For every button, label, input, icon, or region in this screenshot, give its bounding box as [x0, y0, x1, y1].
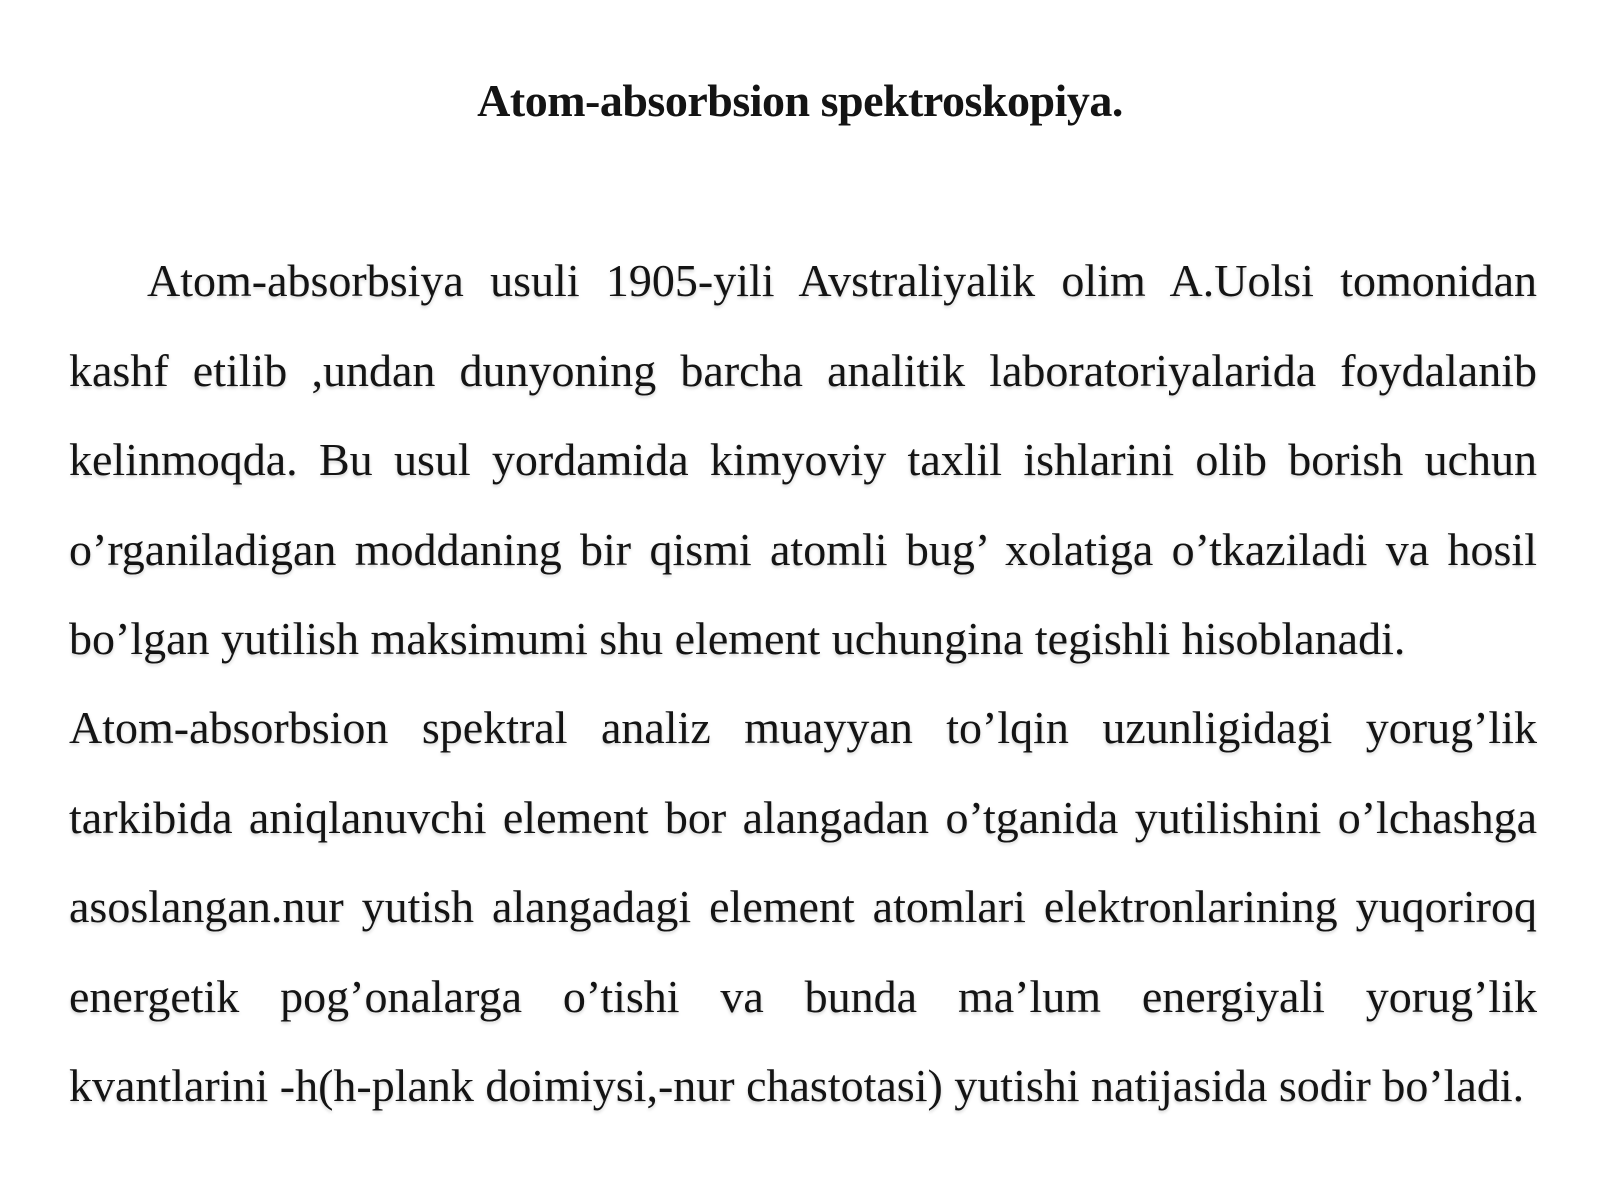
- paragraph-1: Atom-absorbsiya usuli 1905-yili Avstraliyalik olim A.Uolsi tomonidan kashf etilib ,undan dunyoning barcha analitik laboratoriyalarida foydalanib kelinmoqda. Bu usul yordamida kimyoviy taxlil ishlarini olib borish uchun o’rganiladigan moddaning bir qismi atomli bug’ xolatiga o’tkaziladi va hosil bo’lgan yutilish maksimumi shu element uchungina tegishli hisoblanadi.: [69, 255, 1537, 664]
- paragraph-2: Atom-absorbsion spektral analiz muayyan to’lqin uzunligidagi yorug’lik tarkibida aniqlanuvchi element bor alangadan o’tganida yutilishini o’lchashga asoslangan.nur yutish alangadagi element atomlari elektronlarining yuqoriroq energetik pog’onalarga o’tishi va bunda ma’lum energiyali yorug’lik kvantlarini -h(h-plank doimiysi,-nur chastotasi) yutishi natijasida sodir bo’ladi.: [69, 702, 1537, 1111]
- document-title: Atom-absorbsion spektroskopiya.: [477, 75, 1123, 126]
